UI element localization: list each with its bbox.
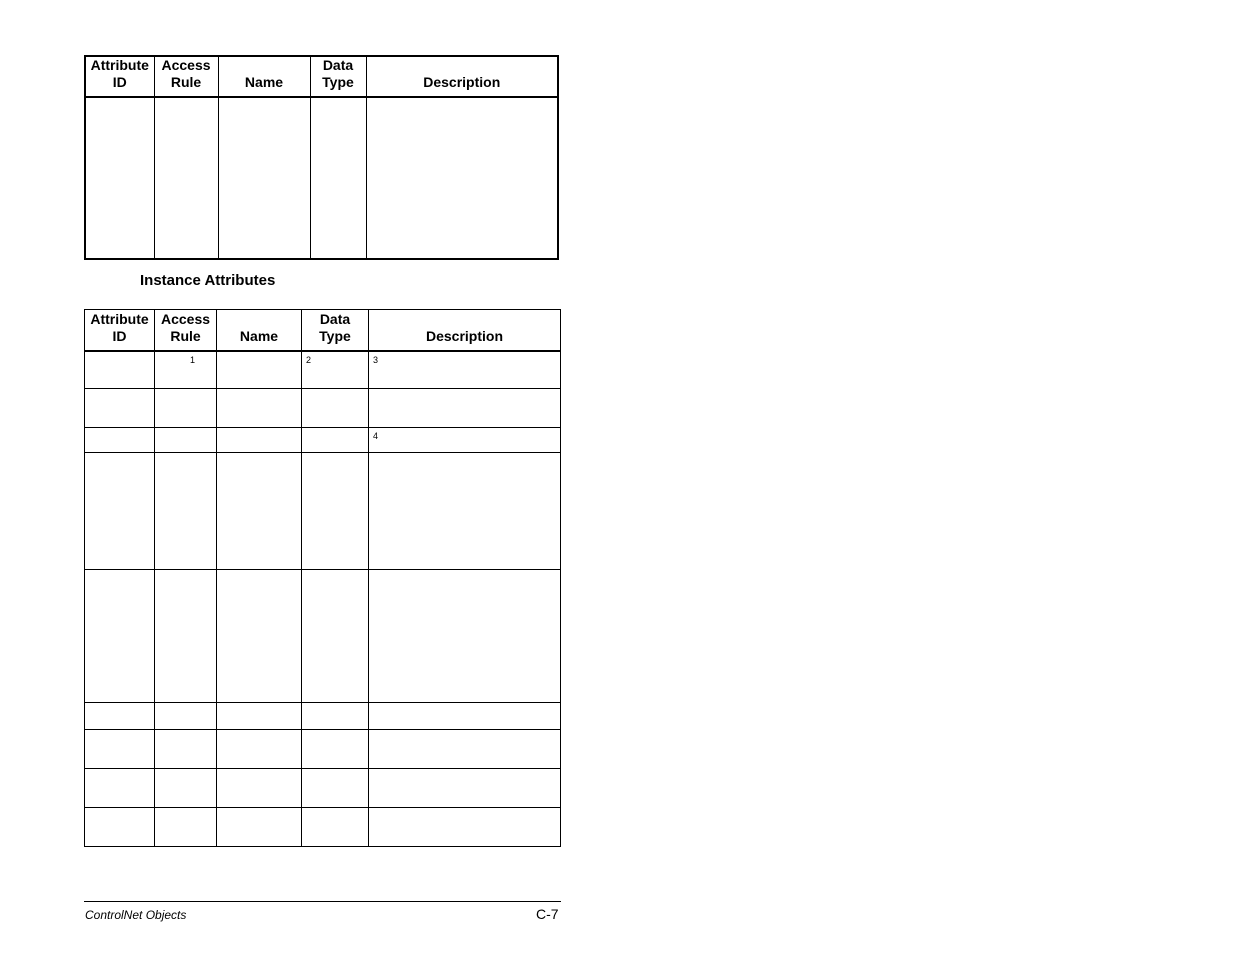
class-attributes-table xyxy=(84,55,559,260)
table-cell xyxy=(302,730,369,769)
header-data-type: Data Type xyxy=(302,310,369,351)
table-row xyxy=(85,351,561,389)
table-cell xyxy=(369,428,561,453)
table-cell xyxy=(369,351,561,389)
table-cell xyxy=(369,808,561,847)
table-cell xyxy=(155,808,217,847)
table-cell xyxy=(217,769,302,808)
table-cell xyxy=(155,453,217,570)
table-cell xyxy=(217,389,302,428)
footer-divider xyxy=(84,901,561,902)
table-cell xyxy=(217,703,302,730)
table-cell xyxy=(302,428,369,453)
table-cell xyxy=(155,389,217,428)
table-cell xyxy=(302,808,369,847)
table-row xyxy=(85,97,558,259)
header-data-type: Data Type xyxy=(310,56,366,97)
table-header-row xyxy=(85,310,561,351)
table-cell xyxy=(85,703,155,730)
table-row xyxy=(85,808,561,847)
table-cell xyxy=(155,570,217,703)
table-cell xyxy=(302,703,369,730)
table-cell xyxy=(217,351,302,389)
header-attribute-id: Attribute ID xyxy=(85,310,155,351)
table-cell xyxy=(155,703,217,730)
note-marker: 1 xyxy=(190,354,196,365)
table-cell xyxy=(155,730,217,769)
header-access-rule: Access Rule xyxy=(155,310,217,351)
table-cell xyxy=(369,453,561,570)
table-cell xyxy=(155,351,217,389)
table-row xyxy=(85,389,561,428)
table-cell xyxy=(369,389,561,428)
table-cell xyxy=(217,808,302,847)
table-row xyxy=(85,703,561,730)
table-row xyxy=(85,570,561,703)
section-heading: Instance Attributes xyxy=(140,272,276,289)
table-row xyxy=(85,769,561,808)
table-cell xyxy=(366,97,558,259)
header-attribute-id: Attribute ID xyxy=(85,56,154,97)
table-cell xyxy=(85,570,155,703)
table-cell xyxy=(85,389,155,428)
footer-title: ControlNet Objects xyxy=(85,908,187,922)
table-cell xyxy=(85,97,154,259)
instance-attributes-table xyxy=(84,309,561,847)
table-cell xyxy=(217,428,302,453)
table-row xyxy=(85,428,561,453)
page-number: C-7 xyxy=(536,906,559,922)
table-cell xyxy=(302,453,369,570)
table-cell xyxy=(302,570,369,703)
header-name: Name xyxy=(217,310,302,351)
note-marker: 4 xyxy=(373,431,379,441)
table-cell xyxy=(85,428,155,453)
table-cell xyxy=(218,97,310,259)
table-cell xyxy=(302,769,369,808)
table-cell xyxy=(85,730,155,769)
table-cell xyxy=(217,453,302,570)
table-cell xyxy=(217,570,302,703)
table-header-row xyxy=(85,56,558,97)
table-cell xyxy=(369,570,561,703)
table-cell xyxy=(310,97,366,259)
header-description: Description xyxy=(366,56,558,97)
table-row xyxy=(85,730,561,769)
table-cell xyxy=(369,703,561,730)
table-cell xyxy=(155,769,217,808)
table-cell xyxy=(85,769,155,808)
table-cell xyxy=(302,389,369,428)
table-row xyxy=(85,453,561,570)
note-marker: 3 xyxy=(373,354,379,365)
table-cell xyxy=(154,97,218,259)
note-marker: 2 xyxy=(306,354,312,365)
header-name: Name xyxy=(218,56,310,97)
table-cell xyxy=(217,730,302,769)
header-description: Description xyxy=(369,310,561,351)
table-cell xyxy=(85,351,155,389)
table-cell xyxy=(369,730,561,769)
table-cell xyxy=(155,428,217,453)
table-cell xyxy=(85,808,155,847)
table-cell xyxy=(85,453,155,570)
table-cell xyxy=(369,769,561,808)
header-access-rule: Access Rule xyxy=(154,56,218,97)
table-cell xyxy=(302,351,369,389)
